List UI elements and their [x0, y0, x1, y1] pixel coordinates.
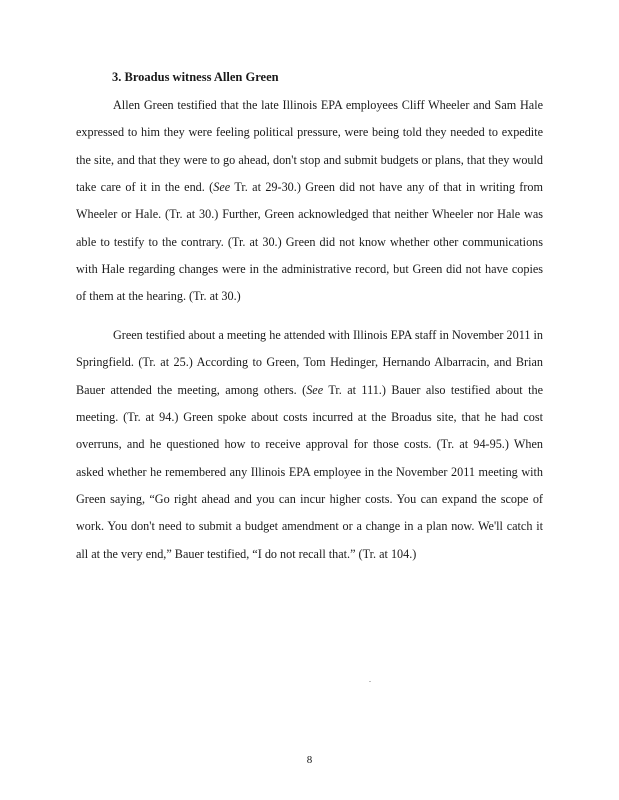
citation-signal: See: [306, 382, 324, 397]
paragraph-november-meeting: [76, 322, 543, 568]
text-run: Tr. at 111.) Bauer also testified about the meeting. (Tr. at 94.) Green spoke about costs incurred at the Broadus site, that he had cost overruns, and he questioned how to receive approval for those costs. (Tr. at 94-95.) When asked whether he remembered any Illinois EPA employee in the November 2011 meeting with Green saying, “Go right ahead and you can incur higher costs. You can expand the scope of work. You don't need to submit a budget amendment or a change in a plan now. We'll catch it all at the very end,” Bauer testified, “I do not recall that.” (Tr. at 104.): [76, 382, 543, 561]
stray-mark: .: [369, 675, 371, 684]
text-run: Tr. at 29-30.) Green did not have any of that in writing from Wheeler or Hale. (Tr. at 30.) Further, Green acknowledged that neither Wheeler nor Hale was able to testify to the contrary. (Tr. at 30.) Green did not know whether other communications with Hale regarding changes were in the administrative record, but Green did not have copies of them at the hearing. (Tr. at 30.): [76, 180, 543, 304]
citation-signal: See: [213, 180, 231, 195]
paragraph-green-testimony: [76, 92, 543, 311]
section-heading: 3. Broadus witness Allen Green: [112, 70, 279, 84]
page-number: 8: [306, 754, 313, 766]
text-run: Allen Green testified that the late Illinois EPA employees Cliff Wheeler and Sam Hale expressed to him they were feeling political pressure, were being told they needed to expedite the site, and that they were to go ahead, don't stop and submit budgets or plans, that they would take care of it in the end. (: [76, 98, 543, 195]
text-run: Green testified about a meeting he attended with Illinois EPA staff in November 2011 in Springfield. (Tr. at 25.) According to Green, Tom Hedinger, Hernando Albarracin, and Brian Bauer attended the meeting, among others. (: [76, 328, 543, 397]
